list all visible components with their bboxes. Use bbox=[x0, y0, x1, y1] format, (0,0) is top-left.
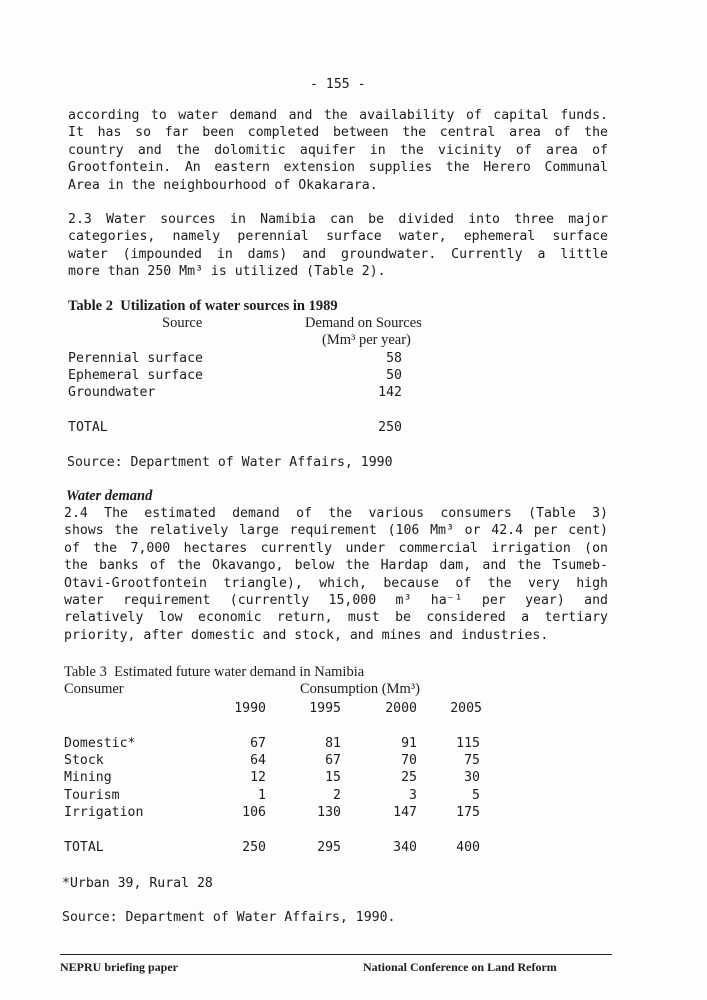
table3-value: 147 bbox=[393, 805, 417, 820]
paragraph-line: Area in the neighbourhood of Okakarara. bbox=[68, 177, 378, 193]
table3-col-consumption: Consumption (Mm³) bbox=[300, 681, 420, 697]
table2-source: Perennial surface bbox=[68, 351, 203, 366]
table3-value: 106 bbox=[242, 805, 266, 820]
paragraph-2-3 bbox=[68, 211, 608, 281]
paragraph-line: the banks of the Okavango, below the Hardap dam, and the Tsumeb- bbox=[64, 558, 608, 574]
table3-value: 67 bbox=[325, 753, 341, 768]
table2-col-demand: Demand on Sources bbox=[305, 315, 422, 331]
table3-value: 12 bbox=[250, 770, 266, 785]
table3-value: 81 bbox=[325, 736, 341, 751]
table3-total-label: TOTAL bbox=[64, 840, 104, 855]
table3-consumer: Domestic* bbox=[64, 736, 136, 751]
paragraph-line: 2.3 Water sources in Namibia can be divided into three major bbox=[68, 212, 608, 227]
paragraph-line: of the 7,000 hectares currently under commercial irrigation (on bbox=[64, 540, 608, 556]
table3-row bbox=[62, 804, 492, 821]
table2-value: 142 bbox=[378, 385, 402, 400]
paragraph-line: It has so far been completed between the central area of the bbox=[68, 125, 608, 141]
table3-value: 15 bbox=[325, 770, 341, 785]
table3-caption: Table 3 Estimated future water demand in Namibia bbox=[64, 664, 365, 680]
table3-total-value: 340 bbox=[393, 840, 417, 855]
table2-source-note: Source: Department of Water Affairs, 1990 bbox=[67, 455, 393, 470]
table2-col-source: Source bbox=[162, 315, 203, 331]
table3-value: 130 bbox=[317, 805, 341, 820]
table3-value: 30 bbox=[464, 770, 480, 785]
table3-row bbox=[62, 752, 492, 769]
table3-source-note: Source: Department of Water Affairs, 1990. bbox=[62, 910, 396, 925]
paragraph-line: 2.4 The estimated demand of the various consumers (Table 3) bbox=[64, 506, 608, 521]
table2-value: 58 bbox=[386, 351, 402, 366]
table2-value: 50 bbox=[386, 368, 402, 383]
paragraph-line: more than 250 Mm³ is utilized (Table 2). bbox=[68, 264, 386, 280]
table2-total-value: 250 bbox=[378, 420, 402, 435]
table2-row bbox=[62, 384, 442, 401]
table3-value: 115 bbox=[456, 736, 480, 751]
table3-year-header bbox=[62, 700, 492, 717]
paragraph-2-4 bbox=[64, 505, 608, 644]
paragraph-line: priority, after domestic and stock, and mines and industries. bbox=[64, 627, 549, 643]
paragraph-line: water (impounded in dams) and groundwater. Currently a little bbox=[68, 246, 608, 262]
table2-total-row bbox=[62, 419, 442, 436]
paragraph-line: Otavi-Grootfontein triangle), which, because of the very high bbox=[64, 575, 608, 591]
paragraph-line: water requirement (currently 15,000 m³ ha⁻¹ per year) and bbox=[64, 593, 608, 609]
table3-footnote: *Urban 39, Rural 28 bbox=[62, 876, 213, 891]
table3-year: 1995 bbox=[309, 701, 341, 716]
page-number: - 155 - bbox=[310, 77, 366, 92]
paragraph-line: Grootfontein. An eastern extension supplies the Herero Communal bbox=[68, 160, 608, 176]
table3-consumer: Stock bbox=[64, 753, 104, 768]
paragraph-line: country and the dolomitic aquifer in the vicinity of area of bbox=[68, 142, 608, 158]
table3-total-value: 295 bbox=[317, 840, 341, 855]
footer-rule bbox=[60, 954, 612, 955]
table2-row bbox=[62, 367, 442, 384]
table3-value: 70 bbox=[401, 753, 417, 768]
table2-source: Ephemeral surface bbox=[68, 368, 203, 383]
table3-value: 64 bbox=[250, 753, 266, 768]
section-heading: Water demand bbox=[66, 488, 153, 504]
table3-consumer: Tourism bbox=[64, 788, 120, 803]
table3-value: 3 bbox=[409, 788, 417, 803]
table3-year: 1990 bbox=[234, 701, 266, 716]
footer-left: NEPRU briefing paper bbox=[60, 960, 178, 974]
table3-value: 2 bbox=[333, 788, 341, 803]
paragraph-1 bbox=[68, 107, 608, 194]
table3-value: 25 bbox=[401, 770, 417, 785]
table3-col-consumer: Consumer bbox=[64, 681, 124, 697]
paragraph-line: according to water demand and the availability of capital funds. bbox=[68, 108, 608, 123]
table3-consumer: Mining bbox=[64, 770, 112, 785]
table3-total-value: 250 bbox=[242, 840, 266, 855]
table2-source: Groundwater bbox=[68, 385, 156, 400]
table3-value: 91 bbox=[401, 736, 417, 751]
table3-value: 1 bbox=[258, 788, 266, 803]
footer-right: National Conference on Land Reform bbox=[363, 960, 557, 974]
paragraph-line: relatively low economic return, must be considered a tertiary bbox=[64, 610, 608, 626]
table3-total-value: 400 bbox=[456, 840, 480, 855]
table3-row bbox=[62, 769, 492, 786]
table3-value: 5 bbox=[472, 788, 480, 803]
table3-total-row bbox=[62, 839, 492, 856]
table2-total-label: TOTAL bbox=[68, 420, 108, 435]
table3-value: 67 bbox=[250, 736, 266, 751]
table2-row bbox=[62, 350, 442, 367]
table3-year: 2005 bbox=[450, 701, 482, 716]
table3-value: 175 bbox=[456, 805, 480, 820]
table3-row bbox=[62, 735, 492, 752]
table2-caption: Table 2 Utilization of water sources in 1989 bbox=[68, 298, 338, 314]
table3-year: 2000 bbox=[385, 701, 417, 716]
table3-value: 75 bbox=[464, 753, 480, 768]
table2-col-demand-unit: (Mm³ per year) bbox=[322, 332, 411, 348]
paragraph-line: shows the relatively large requirement (106 Mm³ or 42.4 per cent) bbox=[64, 523, 608, 539]
table3-consumer: Irrigation bbox=[64, 805, 144, 820]
paragraph-line: categories, namely perennial surface water, ephemeral surface bbox=[68, 229, 608, 245]
table3-row bbox=[62, 787, 492, 804]
